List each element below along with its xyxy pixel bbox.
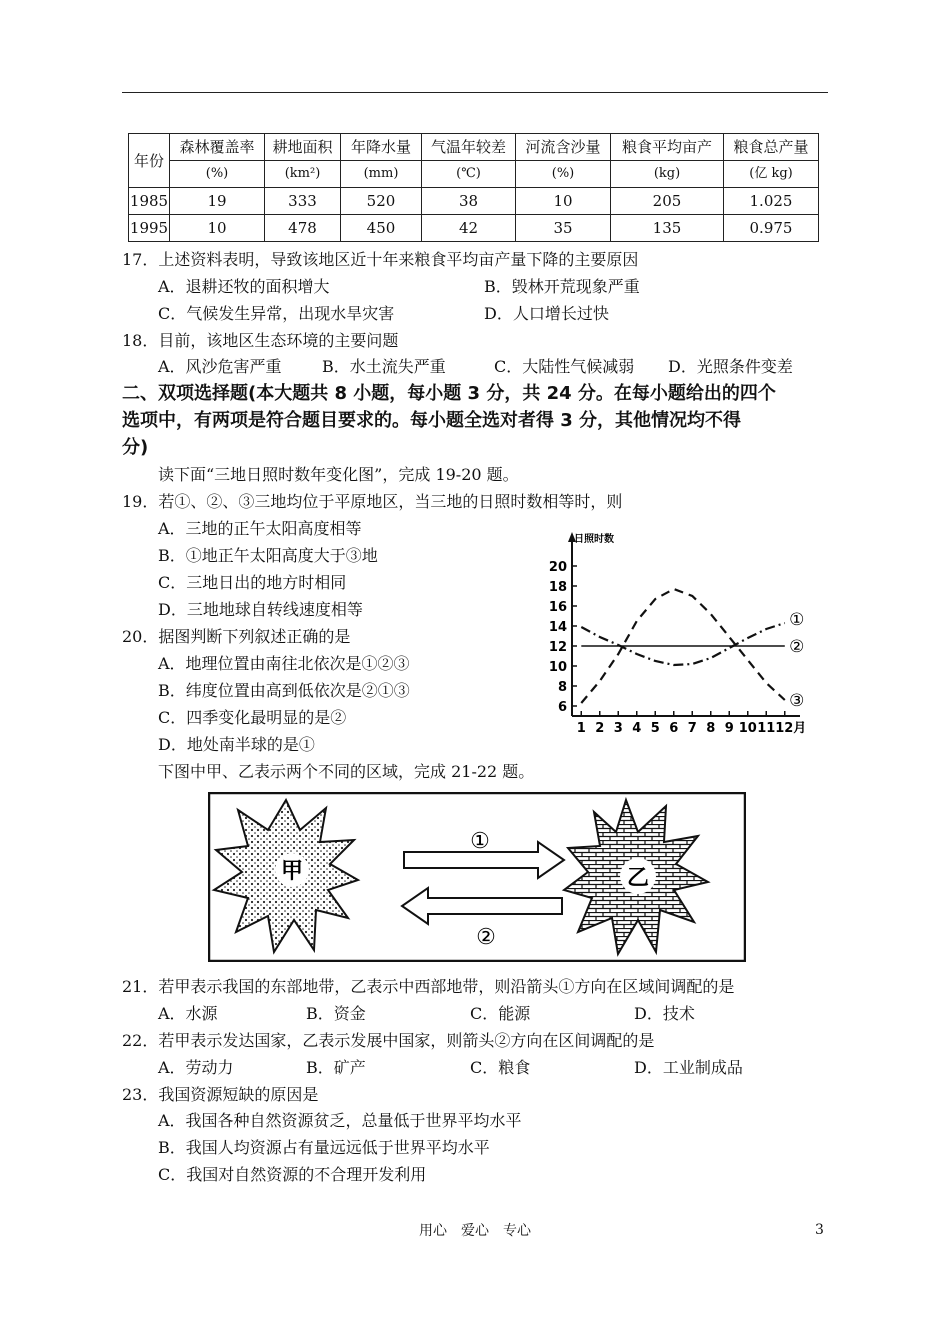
q21-stem: 21．若甲表示我国的东部地带，乙表示中西部地带，则沿箭头①方向在区域间调配的是: [122, 977, 735, 996]
table-cell: 478: [265, 215, 341, 242]
x-tick-label: 6: [669, 721, 679, 736]
unit-cell: (%): [170, 161, 265, 188]
table-cell: 520: [341, 188, 422, 215]
section-heading-line1: 二、双项选择题(本大题共 8 小题，每小题 3 分，共 24 分。在每小题给出的四个: [122, 383, 776, 404]
q19-option-d: D．三地地球自转线速度相等: [158, 600, 363, 619]
series-line-1: [581, 623, 785, 665]
unit-cell: (km²): [265, 161, 341, 188]
header-cell: 气温年较差: [422, 134, 516, 161]
q19-stem: 19．若①、②、③三地均位于平原地区，当三地的日照时数相等时，则: [122, 492, 623, 511]
x-tick-label: 3: [613, 721, 623, 736]
y-tick-label: 8: [557, 680, 567, 695]
x-tick-label: 10: [738, 721, 757, 736]
section-heading-line3: 分): [122, 437, 149, 458]
table-unit-row: [129, 161, 819, 188]
table-cell: 38: [422, 188, 516, 215]
q17-option-b: B．毁林开荒现象严重: [484, 277, 640, 296]
q23-stem: 23．我国资源短缺的原因是: [122, 1085, 319, 1104]
table-cell: 10: [170, 215, 265, 242]
region-jia-label: 甲: [280, 859, 304, 884]
page-number: 3: [815, 1222, 824, 1238]
header-year: 年份: [129, 134, 170, 188]
table-cell: 135: [611, 215, 724, 242]
q21-option-b: B．资金: [306, 1004, 366, 1023]
intro-21: 下图中甲、乙表示两个不同的区域，完成 21-22 题。: [158, 762, 535, 781]
header-cell: 年降水量: [341, 134, 422, 161]
q23-option-b: B．我国人均资源占有量远远低于世界平均水平: [158, 1138, 490, 1157]
q18-option-d: D．光照条件变差: [668, 357, 793, 376]
x-tick-label: 5: [650, 721, 660, 736]
q17-option-a: A．退耕还牧的面积增大: [158, 277, 330, 296]
table-cell: 333: [265, 188, 341, 215]
chart-series: [581, 589, 785, 703]
intro-19: 读下面“三地日照时数年变化图”，完成 19-20 题。: [158, 465, 519, 484]
region-yi-label: 乙: [626, 866, 650, 891]
unit-cell: (kg): [611, 161, 724, 188]
table-cell: 10: [516, 188, 611, 215]
q22-option-c: C．粮食: [470, 1058, 531, 1077]
page-footer: 用心 爱心 专心: [419, 1223, 531, 1239]
header-cell: 耕地面积: [265, 134, 341, 161]
data-table: [128, 133, 819, 242]
header-cell: 森林覆盖率: [170, 134, 265, 161]
table-cell: 205: [611, 188, 724, 215]
unit-cell: (亿 kg): [724, 161, 819, 188]
series-label-1: ①: [789, 610, 805, 630]
y-tick-label: 14: [548, 620, 567, 635]
table-row: [129, 215, 819, 242]
series-label-2: ②: [789, 637, 805, 657]
q20-option-d: D．地处南半球的是①: [158, 735, 315, 754]
table-header-row: [129, 134, 819, 161]
q18-stem: 18．目前，该地区生态环境的主要问题: [122, 331, 399, 350]
table-cell: 1.025: [724, 188, 819, 215]
header-rule: [122, 92, 828, 93]
arrow-2-left: [402, 888, 562, 924]
q18-option-b: B．水土流失严重: [322, 357, 446, 376]
x-tick-label: 9: [724, 721, 734, 736]
section-heading-line2: 选项中，有两项是符合题目要求的。每小题全选对者得 3 分，其他情况均不得: [122, 410, 742, 431]
x-tick-label: 2: [595, 721, 605, 736]
chart-y-label: 日照时数: [574, 534, 614, 545]
q20-option-c: C．四季变化最明显的是②: [158, 708, 347, 727]
q23-option-c: C．我国对自然资源的不合理开发利用: [158, 1165, 427, 1184]
table-cell: 450: [341, 215, 422, 242]
q17-stem: 17．上述资料表明，导致该地区近十年来粮食平均亩产量下降的主要原因: [122, 250, 639, 269]
q18-option-c: C．大陆性气候减弱: [494, 357, 635, 376]
q19-option-c: C．三地日出的地方时相同: [158, 573, 347, 592]
q18-option-a: A．风沙危害严重: [158, 357, 282, 376]
q17-option-d: D．人口增长过快: [484, 304, 609, 323]
q19-option-b: B．①地正午太阳高度大于③地: [158, 546, 378, 565]
table-cell: 19: [170, 188, 265, 215]
x-tick-label: 11: [757, 721, 776, 736]
arrow-2-label: ②: [476, 925, 496, 950]
q23-option-a: A．我国各种自然资源贫乏，总量低于世界平均水平: [158, 1111, 522, 1130]
table-cell: 35: [516, 215, 611, 242]
y-tick-label: 6: [557, 700, 567, 715]
y-tick-label: 12: [548, 640, 567, 655]
q20-stem: 20．据图判断下列叙述正确的是: [122, 627, 351, 646]
q20-option-b: B．纬度位置由高到低依次是②①③: [158, 681, 410, 700]
q22-option-b: B．矿产: [306, 1058, 366, 1077]
x-tick-label: 12月: [775, 721, 807, 736]
q21-option-a: A．水源: [158, 1004, 218, 1023]
x-tick-label: 7: [687, 721, 697, 736]
unit-cell: (℃): [422, 161, 516, 188]
region-diagram: [208, 792, 746, 962]
table-cell: 1995: [129, 215, 170, 242]
header-cell: 河流含沙量: [516, 134, 611, 161]
q20-option-a: A．地理位置由南往北依次是①②③: [158, 654, 410, 673]
table-cell: 42: [422, 215, 516, 242]
header-cell: 粮食总产量: [724, 134, 819, 161]
table-row: [129, 188, 819, 215]
table-cell: 1985: [129, 188, 170, 215]
q22-option-a: A．劳动力: [158, 1058, 234, 1077]
sunshine-hours-chart: [532, 526, 812, 736]
q21-option-c: C．能源: [470, 1004, 531, 1023]
chart-axes: [568, 532, 800, 716]
y-tick-label: 16: [548, 600, 567, 615]
chart-x-ticks: [577, 711, 807, 736]
x-tick-label: 8: [706, 721, 716, 736]
arrow-1-label: ①: [470, 829, 490, 854]
q19-option-a: A．三地的正午太阳高度相等: [158, 519, 362, 538]
y-tick-label: 18: [548, 580, 567, 595]
q17-option-c: C．气候发生异常，出现水旱灾害: [158, 304, 395, 323]
q22-stem: 22．若甲表示发达国家，乙表示发展中国家，则箭头②方向在区间调配的是: [122, 1031, 655, 1050]
table-cell: 0.975: [724, 215, 819, 242]
chart-series-markers: [789, 610, 804, 711]
x-tick-label: 4: [632, 721, 642, 736]
x-tick-label: 1: [576, 721, 586, 736]
q22-option-d: D．工业制成品: [634, 1058, 743, 1077]
q21-option-d: D．技术: [634, 1004, 695, 1023]
y-tick-label: 10: [548, 660, 567, 675]
y-tick-label: 20: [548, 560, 567, 575]
header-cell: 粮食平均亩产: [611, 134, 724, 161]
series-label-3: ③: [789, 691, 805, 711]
unit-cell: (mm): [341, 161, 422, 188]
unit-cell: (%): [516, 161, 611, 188]
